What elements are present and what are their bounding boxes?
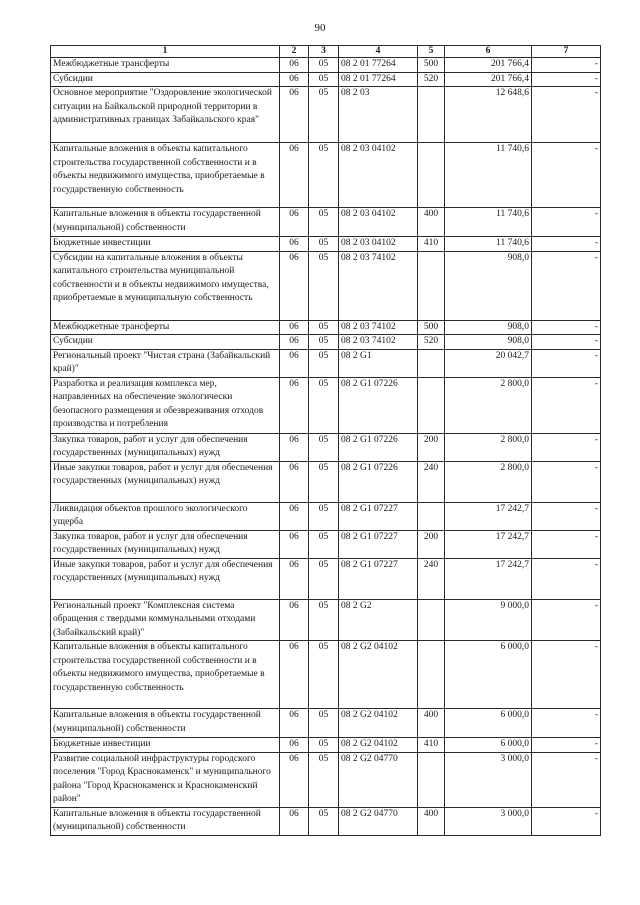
row-pr-cell: 05: [309, 87, 339, 143]
row-pr-cell: 05: [309, 349, 339, 377]
row-csr-cell: 08 2 G1 07227: [339, 558, 418, 599]
table-row: [51, 58, 601, 73]
row-rz-cell: 06: [280, 807, 309, 835]
row-sum-cell: 908,0: [445, 335, 532, 350]
table-row: [51, 433, 601, 461]
page-number: 90: [314, 22, 326, 34]
table-header-row: [51, 46, 601, 58]
row-rz-cell: 06: [280, 335, 309, 350]
row-vr-cell: [418, 377, 445, 433]
table-row: [51, 87, 601, 143]
row-pr-cell: 05: [309, 502, 339, 530]
row-extra-cell: -: [532, 237, 601, 252]
row-sum-cell: 3 000,0: [445, 807, 532, 835]
table-row: [51, 807, 601, 835]
row-vr-cell: [418, 251, 445, 320]
row-sum-cell: 12 648,6: [445, 87, 532, 143]
row-pr-cell: 05: [309, 335, 339, 350]
row-sum-cell: 6 000,0: [445, 709, 532, 738]
row-csr-cell: 08 2 G1 07227: [339, 530, 418, 558]
row-name-cell: Бюджетные инвестиции: [51, 237, 280, 252]
row-name-cell: Капитальные вложения в объекты капитального строительства государственной собственности и в объекты недвижимого имущества, приобретаемые в государственную собственность: [51, 143, 280, 208]
row-extra-cell: -: [532, 461, 601, 502]
row-name-cell: Капитальные вложения в объекты государственной (муниципальной) собственности: [51, 807, 280, 835]
row-rz-cell: 06: [280, 599, 309, 641]
row-rz-cell: 06: [280, 237, 309, 252]
row-extra-cell: -: [532, 433, 601, 461]
row-extra-cell: -: [532, 502, 601, 530]
row-rz-cell: 06: [280, 530, 309, 558]
row-extra-cell: -: [532, 58, 601, 73]
row-extra-cell: -: [532, 335, 601, 350]
row-name-cell: Бюджетные инвестиции: [51, 738, 280, 753]
row-name-cell: Иные закупки товаров, работ и услуг для обеспечения государственных (муниципальных) нужд: [51, 558, 280, 599]
row-sum-cell: 20 042,7: [445, 349, 532, 377]
table-row: [51, 738, 601, 753]
row-pr-cell: 05: [309, 461, 339, 502]
row-csr-cell: 08 2 03 04102: [339, 143, 418, 208]
row-rz-cell: 06: [280, 558, 309, 599]
row-vr-cell: [418, 87, 445, 143]
table-row: [51, 320, 601, 335]
table-row: [51, 335, 601, 350]
row-vr-cell: 520: [418, 72, 445, 87]
row-rz-cell: 06: [280, 58, 309, 73]
table-row: [51, 461, 601, 502]
row-name-cell: Субсидии на капитальные вложения в объекты капитального строительства муниципальной собственности и в объекты недвижимого имущества, приобретаемые в муниципальную собственность: [51, 251, 280, 320]
row-extra-cell: -: [532, 143, 601, 208]
row-sum-cell: 6 000,0: [445, 738, 532, 753]
row-vr-cell: 500: [418, 58, 445, 73]
row-sum-cell: 9 000,0: [445, 599, 532, 641]
row-name-cell: Субсидии: [51, 335, 280, 350]
row-csr-cell: 08 2 03 04102: [339, 237, 418, 252]
row-vr-cell: 240: [418, 558, 445, 599]
table-row: [51, 502, 601, 530]
row-pr-cell: 05: [309, 752, 339, 807]
row-rz-cell: 06: [280, 251, 309, 320]
row-vr-cell: 400: [418, 208, 445, 237]
table-body: [51, 58, 601, 836]
table-row: [51, 530, 601, 558]
row-pr-cell: 05: [309, 208, 339, 237]
row-vr-cell: 410: [418, 237, 445, 252]
row-extra-cell: -: [532, 377, 601, 433]
row-vr-cell: [418, 599, 445, 641]
row-rz-cell: 06: [280, 433, 309, 461]
row-pr-cell: 05: [309, 709, 339, 738]
row-pr-cell: 05: [309, 738, 339, 753]
row-sum-cell: 201 766,4: [445, 58, 532, 73]
row-rz-cell: 06: [280, 502, 309, 530]
row-name-cell: Межбюджетные трансферты: [51, 58, 280, 73]
row-csr-cell: 08 2 G1 07227: [339, 502, 418, 530]
row-csr-cell: 08 2 03 74102: [339, 335, 418, 350]
row-pr-cell: 05: [309, 599, 339, 641]
row-pr-cell: 05: [309, 320, 339, 335]
row-rz-cell: 06: [280, 87, 309, 143]
table-row: [51, 143, 601, 208]
row-csr-cell: 08 2 03 04102: [339, 208, 418, 237]
row-vr-cell: 500: [418, 320, 445, 335]
row-csr-cell: 08 2 G2 04770: [339, 807, 418, 835]
table-row: [51, 752, 601, 807]
row-rz-cell: 06: [280, 461, 309, 502]
row-csr-cell: 08 2 G2 04102: [339, 709, 418, 738]
row-rz-cell: 06: [280, 208, 309, 237]
row-pr-cell: 05: [309, 58, 339, 73]
row-csr-cell: 08 2 G1 07226: [339, 377, 418, 433]
row-extra-cell: -: [532, 87, 601, 143]
row-extra-cell: -: [532, 349, 601, 377]
row-csr-cell: 08 2 G1 07226: [339, 461, 418, 502]
row-name-cell: Межбюджетные трансферты: [51, 320, 280, 335]
table-row: [51, 599, 601, 641]
row-pr-cell: 05: [309, 641, 339, 709]
row-name-cell: Основное мероприятие "Оздоровление экологической ситуации на Байкальской природной территории в административных границах Забайкальского края": [51, 87, 280, 143]
row-name-cell: Региональный проект "Чистая страна (Забайкальский край)": [51, 349, 280, 377]
row-sum-cell: 17 242,7: [445, 530, 532, 558]
row-sum-cell: 908,0: [445, 251, 532, 320]
row-name-cell: Развитие социальной инфраструктуры городского поселения "Город Краснокаменск" и муниципального района "Город Краснокаменск и Краснокаменский район": [51, 752, 280, 807]
table-row: [51, 558, 601, 599]
row-vr-cell: 200: [418, 433, 445, 461]
row-rz-cell: 06: [280, 752, 309, 807]
row-sum-cell: 908,0: [445, 320, 532, 335]
header-cell-rz: 2: [280, 46, 309, 58]
table-row: [51, 349, 601, 377]
row-pr-cell: 05: [309, 558, 339, 599]
header-cell-csr: 4: [339, 46, 418, 58]
row-extra-cell: -: [532, 752, 601, 807]
row-vr-cell: 200: [418, 530, 445, 558]
header-cell-pr: 3: [309, 46, 339, 58]
row-extra-cell: -: [532, 530, 601, 558]
table-row: [51, 72, 601, 87]
row-name-cell: Капитальные вложения в объекты государственной (муниципальной) собственности: [51, 709, 280, 738]
row-csr-cell: 08 2 01 77264: [339, 58, 418, 73]
row-extra-cell: -: [532, 251, 601, 320]
row-csr-cell: 08 2 G2 04770: [339, 752, 418, 807]
row-extra-cell: -: [532, 320, 601, 335]
table-row: [51, 709, 601, 738]
table-row: [51, 641, 601, 709]
row-name-cell: Субсидии: [51, 72, 280, 87]
row-pr-cell: 05: [309, 807, 339, 835]
row-sum-cell: 3 000,0: [445, 752, 532, 807]
row-vr-cell: [418, 143, 445, 208]
row-vr-cell: 410: [418, 738, 445, 753]
row-pr-cell: 05: [309, 530, 339, 558]
row-vr-cell: 400: [418, 709, 445, 738]
row-csr-cell: 08 2 01 77264: [339, 72, 418, 87]
row-extra-cell: -: [532, 558, 601, 599]
row-rz-cell: 06: [280, 72, 309, 87]
row-vr-cell: [418, 349, 445, 377]
row-csr-cell: 08 2 G1: [339, 349, 418, 377]
row-csr-cell: 08 2 G2 04102: [339, 738, 418, 753]
row-vr-cell: [418, 502, 445, 530]
row-sum-cell: 2 800,0: [445, 377, 532, 433]
row-extra-cell: -: [532, 709, 601, 738]
row-extra-cell: -: [532, 599, 601, 641]
row-csr-cell: 08 2 G2 04102: [339, 641, 418, 709]
row-pr-cell: 05: [309, 72, 339, 87]
row-csr-cell: 08 2 G2: [339, 599, 418, 641]
row-pr-cell: 05: [309, 433, 339, 461]
row-rz-cell: 06: [280, 320, 309, 335]
row-name-cell: Закупка товаров, работ и услуг для обеспечения государственных (муниципальных) нужд: [51, 530, 280, 558]
row-name-cell: Закупка товаров, работ и услуг для обеспечения государственных (муниципальных) нужд: [51, 433, 280, 461]
row-pr-cell: 05: [309, 377, 339, 433]
row-name-cell: Региональный проект "Комплексная система обращения с твердыми коммунальными отходами (Забайкальский край)": [51, 599, 280, 641]
row-csr-cell: 08 2 03 74102: [339, 320, 418, 335]
row-sum-cell: 17 242,7: [445, 502, 532, 530]
row-sum-cell: 201 766,4: [445, 72, 532, 87]
budget-table: [50, 45, 601, 836]
row-name-cell: Иные закупки товаров, работ и услуг для обеспечения государственных (муниципальных) нужд: [51, 461, 280, 502]
header-cell-name: 1: [51, 46, 280, 58]
row-rz-cell: 06: [280, 377, 309, 433]
row-sum-cell: 17 242,7: [445, 558, 532, 599]
row-rz-cell: 06: [280, 143, 309, 208]
row-name-cell: Капитальные вложения в объекты капитального строительства государственной собственности и в объекты недвижимого имущества, приобретаемые в государственную собственность: [51, 641, 280, 709]
table-row: [51, 208, 601, 237]
header-cell-vr: 5: [418, 46, 445, 58]
row-extra-cell: -: [532, 641, 601, 709]
row-name-cell: Разработка и реализация комплекса мер, направленных на обеспечение экологически безопасного размещения и обезвреживания отходов производства и потребления: [51, 377, 280, 433]
row-vr-cell: 400: [418, 807, 445, 835]
row-rz-cell: 06: [280, 349, 309, 377]
row-vr-cell: [418, 752, 445, 807]
row-extra-cell: -: [532, 738, 601, 753]
row-sum-cell: 11 740,6: [445, 208, 532, 237]
row-sum-cell: 2 800,0: [445, 433, 532, 461]
header-cell-sum: 6: [445, 46, 532, 58]
row-pr-cell: 05: [309, 251, 339, 320]
row-csr-cell: 08 2 03 74102: [339, 251, 418, 320]
row-pr-cell: 05: [309, 143, 339, 208]
row-sum-cell: 11 740,6: [445, 143, 532, 208]
table-row: [51, 237, 601, 252]
row-rz-cell: 06: [280, 709, 309, 738]
row-name-cell: Ликвидация объектов прошлого экологического ущерба: [51, 502, 280, 530]
row-vr-cell: 520: [418, 335, 445, 350]
row-csr-cell: 08 2 03: [339, 87, 418, 143]
header-cell-extra: 7: [532, 46, 601, 58]
row-rz-cell: 06: [280, 641, 309, 709]
row-sum-cell: 6 000,0: [445, 641, 532, 709]
row-rz-cell: 06: [280, 738, 309, 753]
row-extra-cell: -: [532, 807, 601, 835]
row-vr-cell: [418, 641, 445, 709]
table-row: [51, 377, 601, 433]
row-sum-cell: 2 800,0: [445, 461, 532, 502]
table-row: [51, 251, 601, 320]
row-extra-cell: -: [532, 72, 601, 87]
row-sum-cell: 11 740,6: [445, 237, 532, 252]
row-csr-cell: 08 2 G1 07226: [339, 433, 418, 461]
row-vr-cell: 240: [418, 461, 445, 502]
row-extra-cell: -: [532, 208, 601, 237]
row-pr-cell: 05: [309, 237, 339, 252]
row-name-cell: Капитальные вложения в объекты государственной (муниципальной) собственности: [51, 208, 280, 237]
